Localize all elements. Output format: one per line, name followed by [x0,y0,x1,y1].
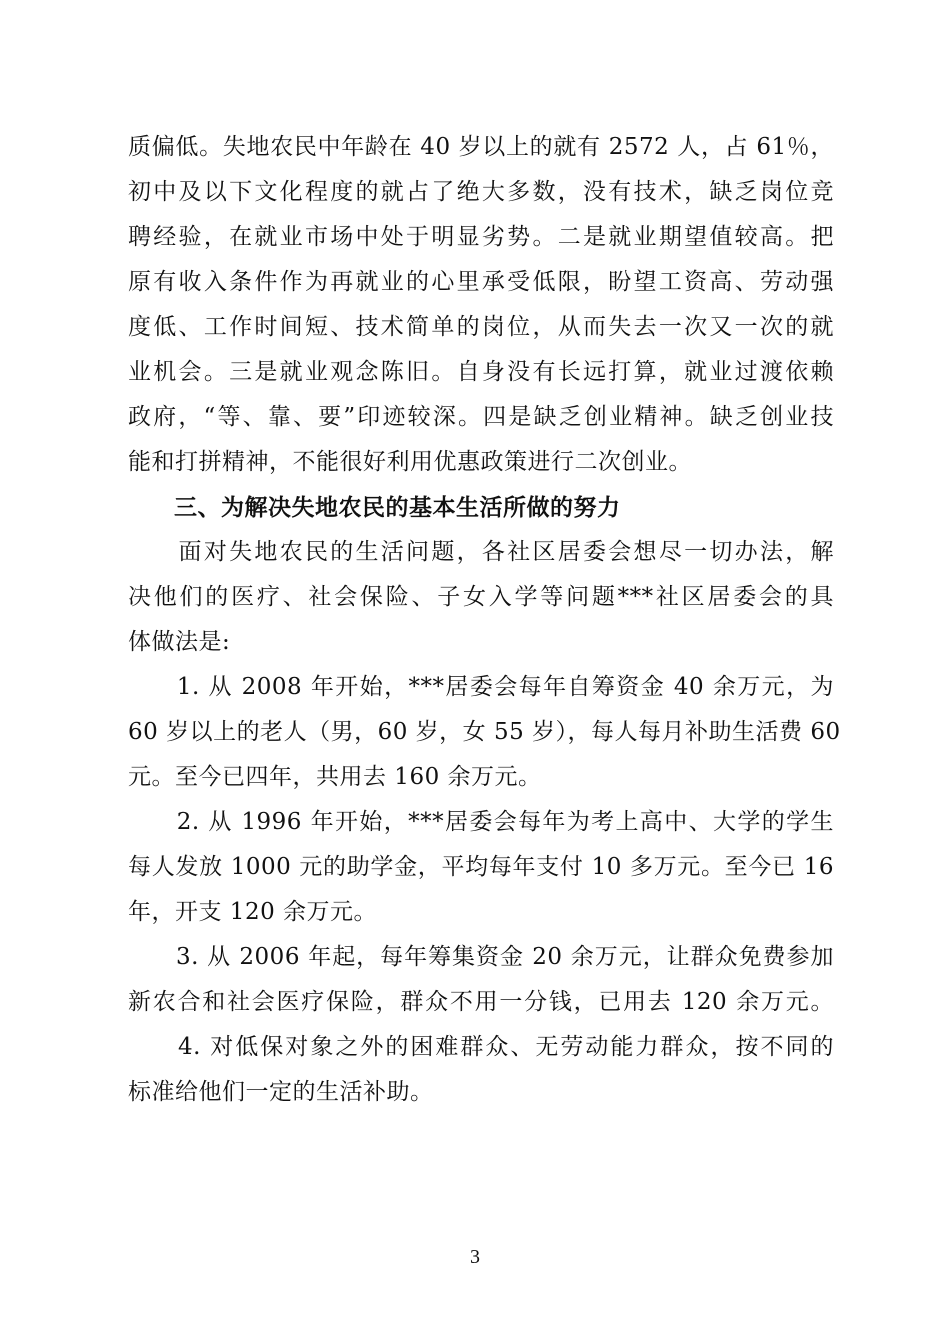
text-line: 3. 从 2006 年起，每年筹集资金 20 余万元，让群众免费参加 [128,944,834,970]
text-line: 1. 从 2008 年开始，***居委会每年自筹资金 40 余万元，为 [128,674,834,700]
text-line: 初中及以下文化程度的就占了绝大多数，没有技术，缺乏岗位竞 [128,179,834,205]
document-body [128,125,841,1115]
text-line: 新农合和社会医疗保险，群众不用一分钱，已用去 120 余万元。 [128,989,834,1015]
text-line: 年，开支 120 余万元。 [128,899,378,925]
list-item-2 [128,800,834,935]
text-line: 体做法是: [128,629,231,655]
text-line: 标准给他们一定的生活补助。 [128,1079,434,1105]
list-item-4 [128,1025,834,1115]
text-line: 原有收入条件作为再就业的心里承受低限，盼望工资高、劳动强 [128,269,834,295]
text-line: 质偏低。失地农民中年龄在 40 岁以上的就有 2572 人，占 61％， [128,134,834,160]
text-line: 面对失地农民的生活问题，各社区居委会想尽一切办法，解 [128,539,834,565]
paragraph-employment-issues [128,125,834,485]
text-line: 4. 对低保对象之外的困难群众、无劳动能力群众，按不同的 [128,1034,834,1060]
text-line: 每人发放 1000 元的助学金，平均每年支付 10 多万元。至今已 16 [128,854,834,880]
text-line: 决他们的医疗、社会保险、子女入学等问题***社区居委会的具 [128,584,834,610]
section-heading: 三、为解决失地农民的基本生活所做的努力 [174,494,621,521]
text-line: 政府，“等、靠、要”印迹较深。四是缺乏创业精神。缺乏创业技 [128,404,834,430]
list-item-1 [128,665,841,800]
text-line: 2. 从 1996 年开始，***居委会每年为考上高中、大学的学生 [128,809,834,835]
text-line: 度低、工作时间短、技术简单的岗位，从而失去一次又一次的就 [128,314,834,340]
text-line: 能和打拼精神，不能很好利用优惠政策进行二次创业。 [128,449,692,475]
page-number: 3 [470,1246,480,1268]
text-line: 60 岁以上的老人（男，60 岁，女 55 岁），每人每月补助生活费 60 [128,719,841,745]
paragraph-intro-measures [128,530,834,665]
text-line: 元。至今已四年，共用去 160 余万元。 [128,764,542,790]
list-item-3 [128,935,834,1025]
text-line: 业机会。三是就业观念陈旧。自身没有长远打算，就业过渡依赖 [128,359,834,385]
text-line: 聘经验，在就业市场中处于明显劣势。二是就业期望值较高。把 [128,224,834,250]
